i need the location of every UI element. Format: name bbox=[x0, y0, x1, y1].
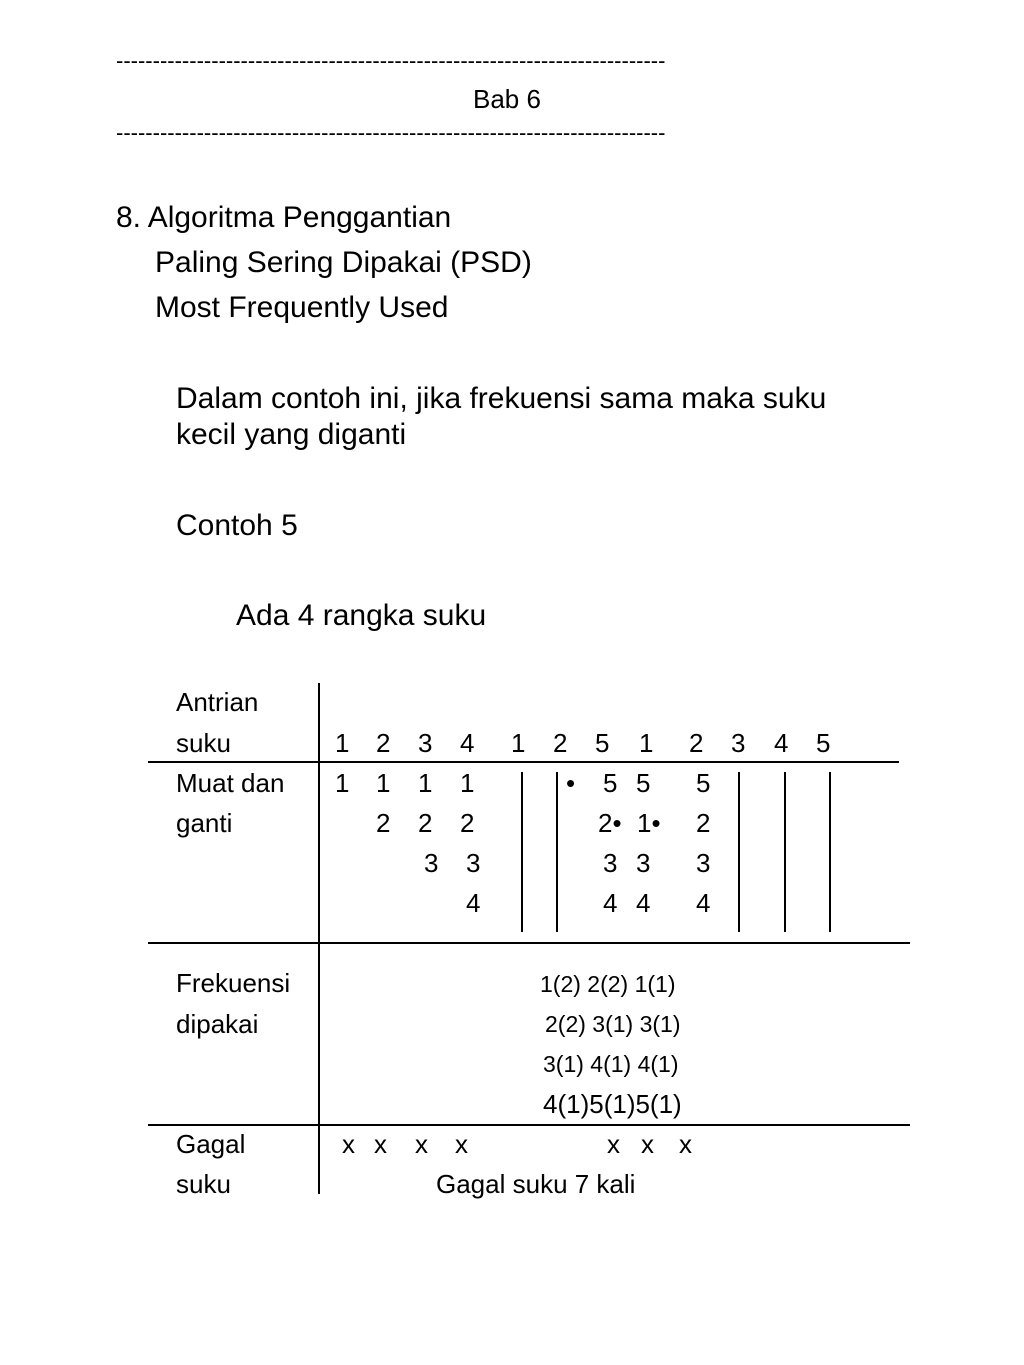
frame-cell: 5 bbox=[603, 768, 618, 798]
table-rule-2 bbox=[148, 942, 910, 944]
frame-cell: 5 bbox=[696, 768, 711, 798]
frame-cell: 4 bbox=[466, 888, 481, 918]
queue-item: 2 bbox=[553, 728, 568, 758]
note-line2: kecil yang diganti bbox=[176, 418, 407, 451]
frame-cell: 1 bbox=[418, 768, 433, 798]
table-rule-3 bbox=[148, 1124, 910, 1126]
queue-item: 3 bbox=[418, 728, 433, 758]
table-vertical-divider bbox=[318, 683, 320, 1194]
section-title-line3: Most Frequently Used bbox=[155, 291, 449, 324]
frame-cell: 2 bbox=[696, 808, 711, 838]
frequency-line: 3(1) 4(1) 4(1) bbox=[543, 1051, 679, 1077]
frame-cell: 2 bbox=[460, 808, 475, 838]
fault-mark: x bbox=[607, 1129, 620, 1159]
note-line1: Dalam contoh ini, jika frekuensi sama maka suku bbox=[176, 382, 827, 415]
frame-separator bbox=[738, 772, 740, 932]
frame-cell: 1 bbox=[335, 768, 350, 798]
frame-cell: 3 bbox=[603, 848, 618, 878]
fault-label-line1: Gagal bbox=[176, 1129, 246, 1159]
fault-mark: x bbox=[641, 1129, 654, 1159]
queue-item: 2 bbox=[689, 728, 704, 758]
frame-separator bbox=[829, 772, 831, 932]
freq-label-line2: dipakai bbox=[176, 1009, 259, 1039]
queue-item: 1 bbox=[511, 728, 526, 758]
queue-item: 5 bbox=[595, 728, 610, 758]
queue-item: 4 bbox=[774, 728, 789, 758]
queue-item: 4 bbox=[460, 728, 475, 758]
frame-cell: 2 bbox=[376, 808, 391, 838]
fault-label-line2: suku bbox=[176, 1169, 231, 1199]
frame-separator bbox=[784, 772, 786, 932]
frame-cell: 3 bbox=[424, 848, 439, 878]
section-title-line1: 8. Algoritma Penggantian bbox=[116, 201, 452, 234]
freq-label-line1: Frekuensi bbox=[176, 968, 291, 998]
fault-mark: x bbox=[679, 1129, 692, 1159]
fault-mark: x bbox=[415, 1129, 428, 1159]
frame-separator bbox=[521, 772, 523, 932]
frequency-line: 1(2) 2(2) 1(1) bbox=[540, 971, 676, 997]
chapter-title: Bab 6 bbox=[473, 84, 541, 114]
frame-cell: 4 bbox=[603, 888, 618, 918]
frame-cell: 4 bbox=[696, 888, 711, 918]
queue-label-line2: suku bbox=[176, 728, 231, 758]
frame-cell: 5 bbox=[636, 768, 651, 798]
frames-note: Ada 4 rangka suku bbox=[236, 599, 487, 632]
frame-cell: 3 bbox=[636, 848, 651, 878]
queue-item: 2 bbox=[376, 728, 391, 758]
frame-cell: 4 bbox=[636, 888, 651, 918]
load-label-line2: ganti bbox=[176, 808, 233, 838]
frequency-line: 2(2) 3(1) 3(1) bbox=[545, 1011, 681, 1037]
fault-summary: Gagal suku 7 kali bbox=[436, 1169, 636, 1199]
frame-cell: 2• bbox=[598, 808, 622, 838]
queue-item: 1 bbox=[639, 728, 654, 758]
frame-cell: 3 bbox=[466, 848, 481, 878]
frequency-line: 4(1)5(1)5(1) bbox=[543, 1089, 682, 1119]
frame-cell: 2 bbox=[418, 808, 433, 838]
frame-separator bbox=[556, 772, 558, 932]
frame-cell: 1 bbox=[376, 768, 391, 798]
queue-item: 3 bbox=[731, 728, 746, 758]
frame-cell: • bbox=[566, 768, 576, 798]
header-dash-bottom: --------------------------------------------------------------------------- bbox=[116, 120, 666, 145]
load-label-line1: Muat dan bbox=[176, 768, 285, 798]
queue-label-line1: Antrian bbox=[176, 687, 259, 717]
header-dash-top: --------------------------------------------------------------------------- bbox=[116, 48, 666, 73]
queue-item: 1 bbox=[335, 728, 350, 758]
fault-mark: x bbox=[342, 1129, 355, 1159]
section-title-line2: Paling Sering Dipakai (PSD) bbox=[155, 246, 532, 279]
queue-item: 5 bbox=[816, 728, 831, 758]
table-rule-1 bbox=[148, 761, 899, 763]
frame-cell: 3 bbox=[696, 848, 711, 878]
frame-cell: 1• bbox=[637, 808, 661, 838]
fault-mark: x bbox=[374, 1129, 387, 1159]
fault-mark: x bbox=[455, 1129, 468, 1159]
frame-cell: 1 bbox=[460, 768, 475, 798]
example-title: Contoh 5 bbox=[176, 509, 298, 542]
